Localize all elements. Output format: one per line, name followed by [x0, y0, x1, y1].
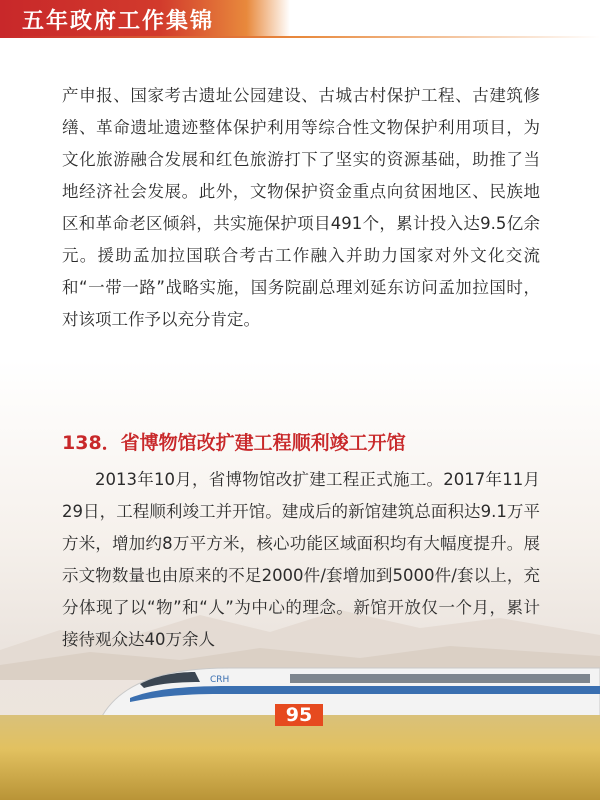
header-banner	[0, 0, 290, 36]
section-title: 五年政府工作集锦	[22, 9, 215, 34]
body-paragraph-1: 产申报、国家考古遗址公园建设、古城古村保护工程、古建筑修缮、革命遗址遗迹整体保护利用等综合性文物保护利用项目，为文化旅游融合发展和红色旅游打下了坚实的资源基础，助推了当地经济社会发展。此外，文物保护资金重点向贫困地区、民族地区和革命老区倾斜，共实施保护项目491个，累计投入达9.5亿余元。援助孟加拉国联合考古工作融入并助力国家对外文化交流和“一带一路”战略实施，国务院副总理刘延东访问孟加拉国时，对该项工作予以充分肯定。	[62, 86, 540, 329]
body-paragraph-2: 2013年10月，省博物馆改扩建工程正式施工。2017年11月29日，工程顺利竣工并开馆。建成后的新馆建筑总面积达9.1万平方米，增加约8万平方米，核心功能区域面积均有大幅度提升。展示文物数量也由原来的不足2000件/套增加到5000件/套以上，充分体现了以“物”和“人”为中心的理念。新馆开放仅一个月，累计接待观众达40万余人	[62, 470, 540, 649]
svg-text:CRH: CRH	[210, 675, 230, 685]
page-number: 95	[275, 704, 323, 726]
header-rule	[0, 36, 600, 38]
item-heading: 138．省博物馆改扩建工程顺利竣工开馆	[62, 432, 406, 454]
sunflower-field	[0, 715, 600, 800]
